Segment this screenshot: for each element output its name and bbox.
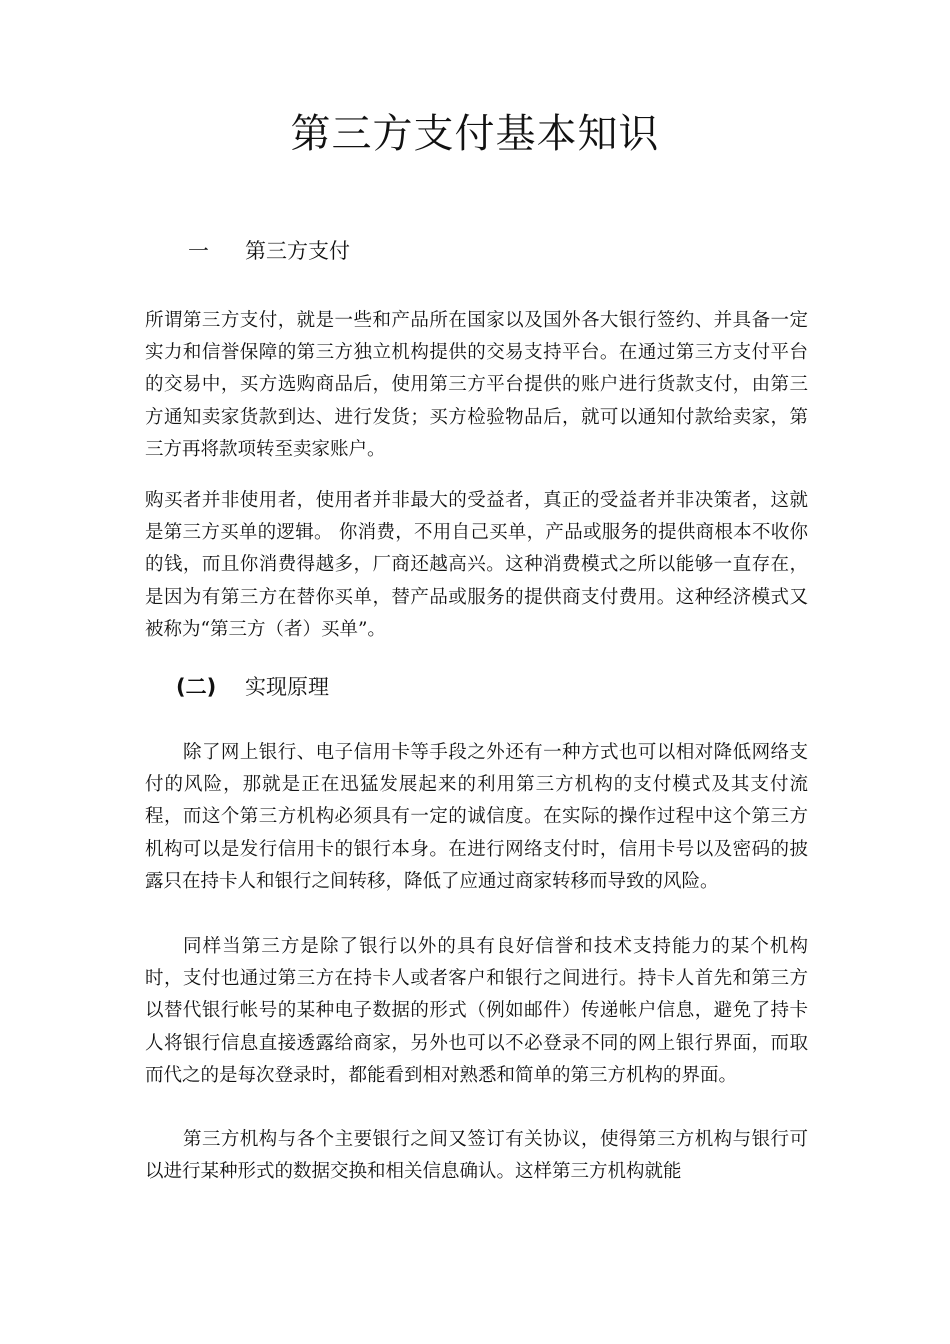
section-number-1: 一 xyxy=(188,239,209,263)
section-heading-1 xyxy=(176,236,350,266)
paragraph-1: 所谓第三方支付，就是一些和产品所在国家以及国外各大银行签约、并具备一定实力和信誉保障的第三方独立机构提供的交易支持平台。在通过第三方支付平台的交易中，买方选购商品后，使用第三方平台提供的账户进行货款支付，由第三方通知卖家货款到达、进行发货；买方检验物品后，就可以通知付款给卖家，第三方再将款项转至卖家账户。 xyxy=(145,310,808,460)
paragraph-4: 同样当第三方是除了银行以外的具有良好信誉和技术支持能力的某个机构时，支付也通过第三方在持卡人或者客户和银行之间进行。持卡人首先和第三方以替代银行帐号的某种电子数据的形式（例如邮件）传递帐户信息，避免了持卡人将银行信息直接透露给商家，另外也可以不必登录不同的网上银行界面，而取而代之的是每次登录时，都能看到相对熟悉和简单的第三方机构的界面。 xyxy=(145,936,808,1086)
section-heading-2 xyxy=(176,672,329,702)
section-title-2: 实现原理 xyxy=(245,675,329,699)
document-title: 第三方支付基本知识 xyxy=(290,111,660,157)
paragraph-5: 第三方机构与各个主要银行之间又签订有关协议，使得第三方机构与银行可以进行某种形式的数据交换和相关信息确认。这样第三方机构就能 xyxy=(145,1129,808,1183)
section-title-1: 第三方支付 xyxy=(245,239,350,263)
paragraph-3: 除了网上银行、电子信用卡等手段之外还有一种方式也可以相对降低网络支付的风险，那就是正在迅猛发展起来的利用第三方机构的支付模式及其支付流程，而这个第三方机构必须具有一定的诚信度。在实际的操作过程中这个第三方机构可以是发行信用卡的银行本身。在进行网络支付时，信用卡号以及密码的披露只在持卡人和银行之间转移，降低了应通过商家转移而导致的风险。 xyxy=(145,742,808,892)
section-number-2: (二) xyxy=(176,675,217,699)
paragraph-2: 购买者并非使用者，使用者并非最大的受益者，真正的受益者并非决策者，这就是第三方买单的逻辑。 你消费，不用自己买单，产品或服务的提供商根本不收你的钱，而且你消费得越多，厂商还越高兴。这种消费模式之所以能够一直存在，是因为有第三方在替你买单，替产品或服务的提供商支付费用。这种经济模式又被称为“第三方（者）买单”。 xyxy=(145,490,808,640)
